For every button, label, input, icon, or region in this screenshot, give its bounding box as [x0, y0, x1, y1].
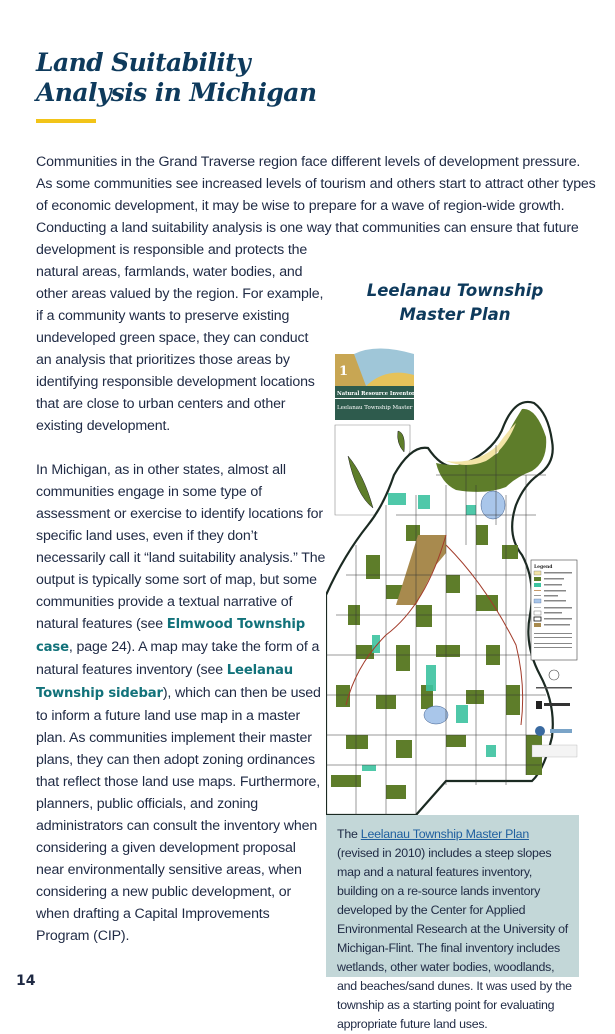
intro-paragraph: Communities in the Grand Traverse region face different levels of development pressure. As some communities see increased levels of tourism and others start to attract other types of economic development, it may be wise to prepare for a wave of region-wide growth. Conducting a land suitability analysis is one way that communities can ensure that future development is responsible and protects the — [36, 154, 596, 258]
noaa-logo — [535, 726, 545, 736]
paragraph-michigan — [36, 459, 326, 947]
scale-bar — [536, 687, 572, 689]
sidebar-caption-box — [326, 815, 579, 1031]
paragraph-michigan-part-b: , page 24). A map may take the form of a natural features inventory (see — [36, 639, 320, 678]
caption-prefix: The — [337, 827, 361, 841]
page-number: 14 — [16, 973, 36, 989]
sidebar-caption — [337, 825, 573, 1034]
main-column — [36, 261, 326, 947]
page-title: Land Suitability Analysis in Michigan — [36, 48, 317, 107]
map-graphic — [326, 345, 579, 815]
legend-title: Legend — [534, 565, 553, 570]
map-subtitle: Leelanau Township Master Plan Update — [337, 405, 449, 411]
sidebar-heading: Leelanau Township Master Plan — [366, 281, 544, 324]
paragraph-michigan-part-a: In Michigan, as in other states, almost all communities engage in some type of assessment or exercise to identify locations for specific land uses, even if they don’t necessarily call it “land suitability analysis.” The output is typically some sort of map, but some communities provide a textual narrative of natural features (see — [36, 462, 326, 632]
map-banner-text: Natural Resource Inventory — [337, 391, 418, 397]
paragraph-natural-areas: natural areas, farmlands, water bodies, and other areas valued by the region. For example, if a community wants to preserve existing undeveloped green space, they can conduct an analysis that prioritizes those areas by identifying responsible development locations that are close to urban centers and other existing development. — [36, 264, 324, 434]
elmwood-township-case-link[interactable]: Elmwood Township case — [36, 617, 306, 655]
paragraph-gap — [36, 437, 326, 459]
leelanau-township-sidebar-link[interactable]: Leelanau Township sidebar — [36, 663, 293, 701]
caption-body: (revised in 2010) includes a steep slopes map and a natural features inventory, building on a re-source lands inventory developed by the Center for Applied Environmental Research at the University of Michigan-Flint. The final inventory includes wetlands, other water bodies, woodlands, and beaches/sand dunes. It was used by the township as a starting point for evaluating appropriate future land uses. — [337, 846, 572, 1031]
natural-resource-inventory-map — [326, 345, 579, 815]
paragraph-michigan-part-c: ), which can then be used to inform a future land use map in a master plan. As communities implement their master plans, they can then adopt zoning ordinances that reflect those land use maps. Furthermore, planners, public officials, and zoning administrators can consult the inventory when considering a given development proposal near environmentally sensitive areas, when considering a new public development, or when drafting a Capital Improvements Program (CIP). — [36, 685, 321, 944]
title-accent-rule — [36, 119, 96, 123]
map-number: 1 — [339, 364, 349, 379]
leelanau-master-plan-link[interactable]: Leelanau Township Master Plan — [360, 827, 529, 841]
wadetrim-logo — [536, 701, 542, 709]
